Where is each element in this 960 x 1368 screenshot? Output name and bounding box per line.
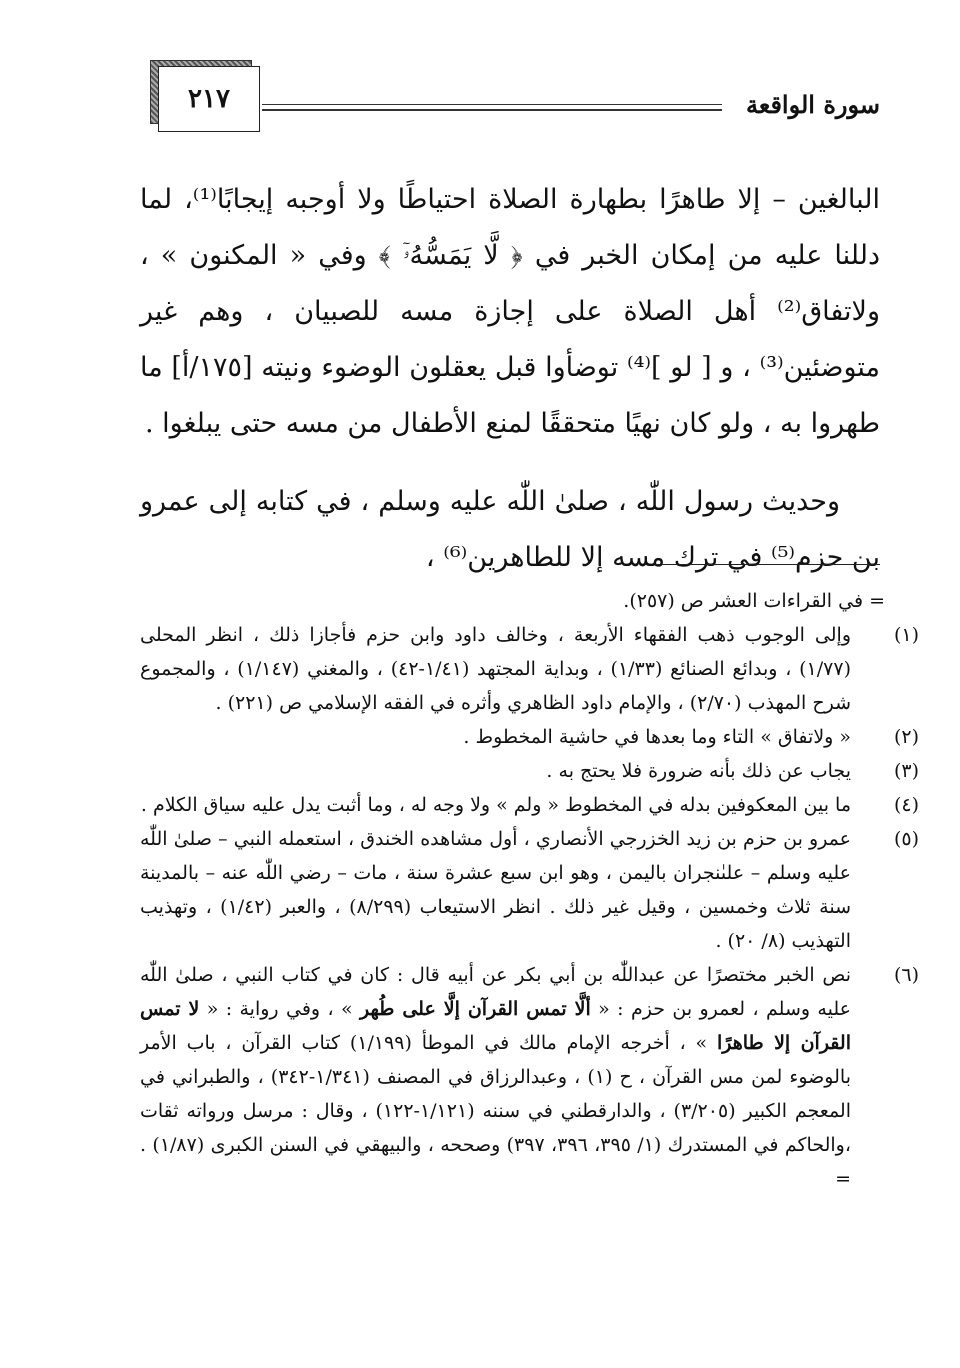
footnote-text: عمرو بن حزم بن زيد الخزرجي الأنصاري ، أول مشاهده الخندق ، استعمله النبي – صلىٰ اللّٰه عليه وسلم – علىٰنجران باليمن ، وهو ابن سبع عشرة سنة ، مات – رضي اللّٰه عنه – بالمدينة سنة ثلاث وخمسين ، وقيل غير ذلك . انظر الاستيعاب (٨/٢٩٩) ، والعبر (١/٤٢) ، وتهذيب التهذيب (٨/ ٢٠) . [140, 828, 851, 952]
header-rule-thin [262, 104, 722, 105]
footnote-number: (٢) [893, 726, 919, 748]
footnote-text-part: » ، أخرجه الإمام مالك في الموطأ (١/١٩٩) كتاب القرآن ، باب الأمر بالوضوء لمن مس القرآن ، ح (١) ، وعبدالرزاق في المصنف (١/٣٤١-٣٤٢) ، والطبراني في المعجم الكبير (٣/٢٠٥) ، والدارقطني في سننه (١/١٢١-١٢٢) ، وقال : مرسل ورواته ثقات ،والحاكم في المستدرك (١/ ٣٩٥، ٣٩٦، ٣٩٧) وصححه ، والبيهقي في السنن الكبرى (١/٨٧) . = [140, 1032, 851, 1190]
footnote-text: وإلى الوجوب ذهب الفقهاء الأربعة ، وخالف داود وابن حزم فأجازا ذلك ، انظر المحلى (١/٧٧) ، وبدائع الصنائع (١/٣٣) ، وبداية المجتهد (١/٤١-٤٢) ، والمغني (١/١٤٧) ، والمجموع شرح المهذب (٢/٧٠) ، والإمام داود الظاهري وأثره في الفقه الإسلامي ص (٢٢١) . [140, 624, 851, 714]
main-text [140, 172, 880, 608]
footnote-number: (٣) [893, 760, 919, 782]
footnote-4 [140, 788, 919, 822]
footnote-number: (٤) [893, 794, 919, 816]
footnote-quote-bold: لا تمس القرآن إلا طاهرًا [140, 998, 851, 1054]
header-rule-thick [262, 109, 722, 111]
footnote-2 [140, 720, 919, 754]
page-number: ٢١٧ [158, 66, 260, 132]
footnote-number: (٦) [893, 964, 919, 986]
footnote-5 [140, 822, 919, 958]
surah-title: سورة الواقعة [746, 90, 880, 119]
footnote-1 [140, 618, 919, 720]
page-header [150, 60, 880, 140]
footnote-divider [655, 564, 880, 565]
footnote-text-part: » ، وفي رواية : « [206, 998, 353, 1020]
footnote-text-part: نص الخبر مختصرًا عن عبداللّٰه بن أبي بكر عن أبيه قال : كان في كتاب النبي ، صلىٰ اللّٰه عليه وسلم ، لعمرو بن حزم : « [140, 964, 851, 1020]
main-paragraph-2: وحديث رسول اللّٰه ، صلىٰ اللّٰه عليه وسلم ، في كتابه إلى عمرو بن حزم⁽⁵⁾ في ترك مسه إلا للطاهرين⁽⁶⁾ ، [140, 486, 880, 573]
footnote-quote-bold: ألَّا تمس القرآن إلَّا على طُهر [360, 998, 591, 1020]
footnote-6 [140, 958, 919, 1196]
footnote-text: يجاب عن ذلك بأنه ضرورة فلا يحتج به . [546, 760, 851, 782]
footnote-continuation: = في القراءات العشر ص (٢٥٧). [623, 590, 885, 612]
footnotes [140, 584, 919, 1196]
footnote-number: (١) [893, 624, 919, 646]
main-paragraph-1: البالغين – إلا طاهرًا بطهارة الصلاة احتياطًا ولا أوجبه إيجابًا⁽¹⁾، لما دللنا عليه من إمكان الخبر في ﴿ لَّا يَمَسُّهُۥٓ ﴾ وفي « المكنون » ، ولاتفاق⁽²⁾ أهل الصلاة على إجازة مسه للصبيان ، وهم غير متوضئين⁽³⁾ ، و [ لو ]⁽⁴⁾ توضأوا قبل يعقلون الوضوء ونيته [١٧٥/أ] ما طهروا به ، ولو كان نهيًا متحققًا لمنع الأطفال من مسه حتى يبلغوا . [140, 184, 881, 439]
footnote-text: « ولاتفاق » التاء وما بعدها في حاشية المخطوط . [463, 726, 851, 748]
footnote-text: ما بين المعكوفين بدله في المخطوط « ولم » ولا وجه له ، وما أثبت يدل عليه سياق الكلام . [140, 794, 851, 816]
footnote-number: (٥) [893, 828, 919, 850]
footnote-3 [140, 754, 919, 788]
